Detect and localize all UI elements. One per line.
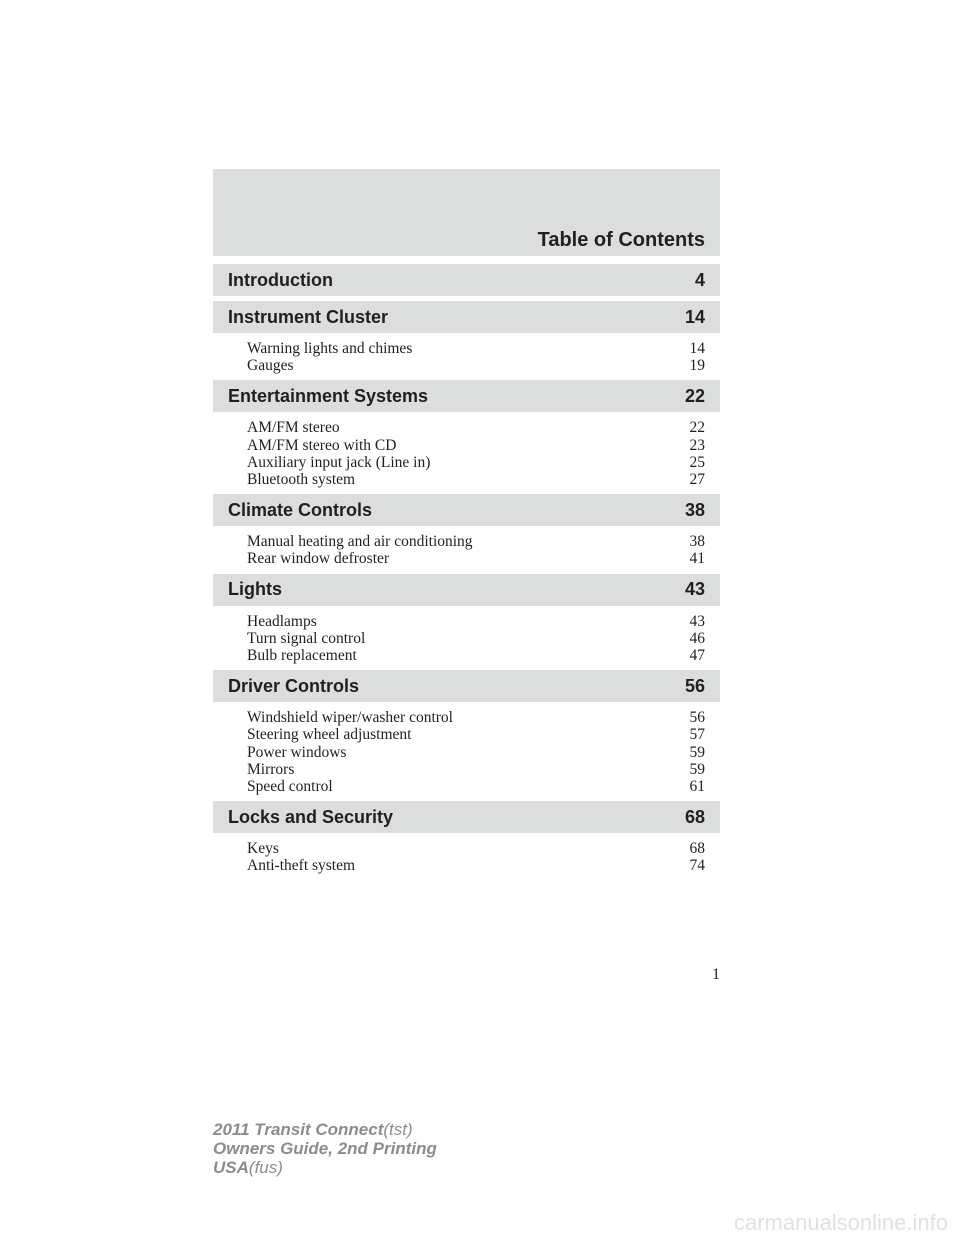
header-block bbox=[213, 169, 720, 256]
entry-label: AM/FM stereo with CD bbox=[247, 436, 397, 454]
footer-line-3 bbox=[213, 1158, 437, 1177]
footer-region: USA bbox=[213, 1158, 249, 1177]
toc-entry[interactable] bbox=[247, 340, 705, 357]
section-page-number: 43 bbox=[684, 579, 705, 600]
entry-page-number: 19 bbox=[689, 357, 705, 375]
page-title: Table of Contents bbox=[537, 229, 705, 251]
section-page-number: 68 bbox=[684, 806, 705, 827]
entry-page-number: 68 bbox=[689, 840, 705, 858]
entry-page-number: 56 bbox=[689, 709, 705, 727]
footer-region-code: (fus) bbox=[248, 1158, 283, 1177]
entry-page-number: 74 bbox=[689, 857, 705, 875]
entry-label: Rear window defroster bbox=[247, 550, 390, 568]
section-page-number: 56 bbox=[684, 675, 705, 696]
entry-page-number: 61 bbox=[689, 778, 705, 796]
entry-label: Auxiliary input jack (Line in) bbox=[247, 453, 431, 471]
entry-label: Windshield wiper/washer control bbox=[247, 709, 453, 727]
section-title: Lights bbox=[228, 579, 282, 600]
toc-entry[interactable] bbox=[247, 613, 705, 630]
section-heading[interactable] bbox=[213, 264, 720, 296]
section-spacer bbox=[213, 875, 720, 881]
entry-label: AM/FM stereo bbox=[247, 419, 340, 437]
entry-label: Speed control bbox=[247, 778, 333, 796]
toc-entry[interactable] bbox=[247, 840, 705, 857]
entry-label: Headlamps bbox=[247, 612, 317, 630]
entry-label: Mirrors bbox=[247, 760, 295, 778]
toc-section bbox=[213, 380, 720, 494]
entry-list bbox=[213, 702, 720, 795]
toc-entry[interactable] bbox=[247, 630, 705, 647]
section-heading[interactable] bbox=[213, 301, 720, 333]
entry-page-number: 57 bbox=[689, 726, 705, 744]
toc-entry[interactable] bbox=[247, 550, 705, 567]
section-heading[interactable] bbox=[213, 494, 720, 526]
entry-label: Manual heating and air conditioning bbox=[247, 533, 473, 551]
entry-list bbox=[213, 526, 720, 567]
toc-entry[interactable] bbox=[247, 437, 705, 454]
entry-list bbox=[213, 606, 720, 665]
entry-label: Turn signal control bbox=[247, 629, 366, 647]
entry-label: Bluetooth system bbox=[247, 471, 356, 489]
section-title: Locks and Security bbox=[228, 806, 394, 827]
toc-section bbox=[213, 494, 720, 573]
footer-line-1 bbox=[213, 1120, 437, 1139]
table-of-contents bbox=[213, 264, 720, 881]
watermark: carmanualsonline.info bbox=[733, 1210, 948, 1235]
toc-entry[interactable] bbox=[247, 744, 705, 761]
section-page-number: 22 bbox=[684, 385, 705, 406]
section-title: Driver Controls bbox=[228, 675, 360, 696]
toc-entry[interactable] bbox=[247, 419, 705, 436]
toc-entry[interactable] bbox=[247, 533, 705, 550]
toc-entry[interactable] bbox=[247, 726, 705, 743]
toc-entry[interactable] bbox=[247, 357, 705, 374]
toc-entry[interactable] bbox=[247, 709, 705, 726]
toc-entry[interactable] bbox=[247, 778, 705, 795]
section-heading[interactable] bbox=[213, 801, 720, 833]
toc-section bbox=[213, 670, 720, 801]
entry-label: Anti-theft system bbox=[247, 857, 356, 875]
section-page-number: 4 bbox=[694, 269, 705, 290]
toc-entry[interactable] bbox=[247, 454, 705, 471]
entry-label: Steering wheel adjustment bbox=[247, 726, 412, 744]
entry-label: Keys bbox=[247, 840, 279, 858]
toc-section bbox=[213, 801, 720, 880]
entry-list bbox=[213, 412, 720, 488]
section-title: Instrument Cluster bbox=[228, 306, 389, 327]
entry-page-number: 59 bbox=[689, 760, 705, 778]
toc-entry[interactable] bbox=[247, 857, 705, 874]
entry-page-number: 46 bbox=[689, 629, 705, 647]
entry-page-number: 38 bbox=[689, 533, 705, 551]
toc-section bbox=[213, 301, 720, 380]
section-heading[interactable] bbox=[213, 670, 720, 702]
toc-entry[interactable] bbox=[247, 471, 705, 488]
entry-page-number: 25 bbox=[689, 453, 705, 471]
toc-entry[interactable] bbox=[247, 647, 705, 664]
entry-page-number: 41 bbox=[689, 550, 705, 568]
section-heading[interactable] bbox=[213, 574, 720, 606]
footer-model-code: (tst) bbox=[383, 1120, 413, 1139]
entry-label: Power windows bbox=[247, 743, 347, 761]
section-title: Climate Controls bbox=[228, 499, 373, 520]
entry-page-number: 47 bbox=[689, 647, 705, 665]
toc-section bbox=[213, 574, 720, 671]
footer-line-2: Owners Guide, 2nd Printing bbox=[213, 1139, 437, 1158]
entry-page-number: 22 bbox=[689, 419, 705, 437]
entry-label: Warning lights and chimes bbox=[247, 340, 413, 357]
page-number: 1 bbox=[712, 966, 720, 983]
entry-page-number: 43 bbox=[689, 612, 705, 630]
toc-section bbox=[213, 264, 720, 301]
entry-page-number: 27 bbox=[689, 471, 705, 489]
toc-entry[interactable] bbox=[247, 761, 705, 778]
footer-model: 2011 Transit Connect bbox=[213, 1120, 384, 1139]
entry-page-number: 14 bbox=[689, 340, 705, 357]
entry-list bbox=[213, 333, 720, 374]
entry-page-number: 59 bbox=[689, 743, 705, 761]
section-page-number: 14 bbox=[684, 306, 705, 327]
entry-label: Gauges bbox=[247, 357, 294, 375]
section-heading[interactable] bbox=[213, 380, 720, 412]
entry-list bbox=[213, 833, 720, 874]
section-title: Introduction bbox=[228, 269, 333, 290]
entry-label: Bulb replacement bbox=[247, 647, 357, 665]
document-footer bbox=[213, 1120, 437, 1177]
entry-page-number: 23 bbox=[689, 436, 705, 454]
section-page-number: 38 bbox=[684, 499, 705, 520]
section-title: Entertainment Systems bbox=[228, 385, 429, 406]
